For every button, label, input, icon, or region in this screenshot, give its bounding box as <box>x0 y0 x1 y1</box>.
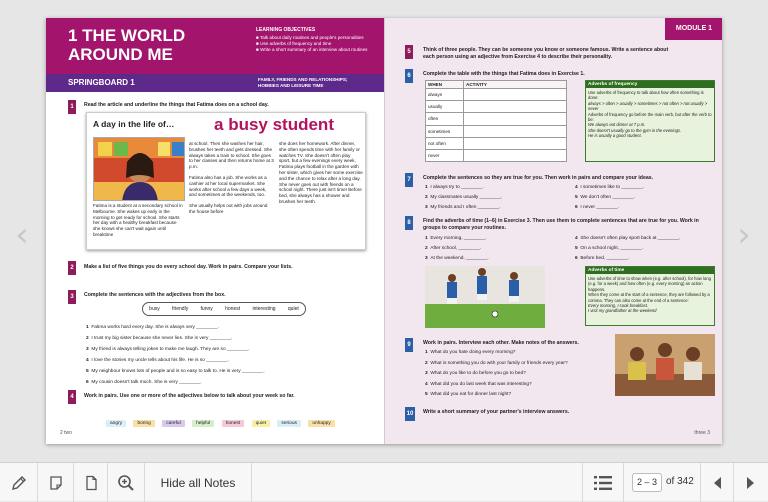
previous-page-icon[interactable] <box>701 463 733 502</box>
list-item: 1 Every morning, ________. <box>425 236 487 241</box>
article-card <box>86 112 366 250</box>
frequency-table <box>425 80 567 162</box>
article-col2-para2: Fatima also has a job. She works as a cashier at her local supermarket. She works after school a few days a week, and sometimes at the weekends, too. <box>189 174 267 198</box>
frequency-box-line: He is usually a good student. <box>588 133 642 139</box>
hide-all-notes-button[interactable]: Hide all Notes <box>160 475 236 490</box>
exercise-8-items-right <box>575 234 715 264</box>
time-box-line: I visit my grandfather at the weekend <box>588 308 657 314</box>
table-header-activity: ACTIVITY <box>464 81 567 89</box>
activity-cell[interactable] <box>464 149 567 161</box>
adjective-word: funny <box>200 306 213 312</box>
objective-1: ■ Talk about daily routines and people's personalities <box>256 35 364 40</box>
exercise-2-instruction: Make a list of five things you do every school day. Work in pairs. Compare your lists. <box>84 264 293 270</box>
adjective-chip: honest <box>222 420 244 427</box>
adjective-word: friendly <box>172 306 189 312</box>
frequency-box-title: Adverbs of frequency <box>586 81 714 88</box>
document-icon[interactable] <box>74 463 107 502</box>
objective-3: ■ Write a short summary of an interview about routines <box>256 46 368 52</box>
adverbs-of-time-box <box>585 266 715 326</box>
topic-line1: FAMILY, FRIENDS AND RELATIONSHIPS; <box>258 77 348 82</box>
adjective-chip: quiet <box>252 420 270 427</box>
adjective-chip: boring <box>133 420 154 427</box>
list-item: 2 My classmates usually ________. <box>425 195 503 200</box>
previous-spread-arrow-icon[interactable]: ‹ <box>15 215 29 255</box>
exercise-9-items <box>425 348 610 401</box>
frequency-box-line: We always eat dinner at 7 p.m. <box>588 122 646 128</box>
activity-cell[interactable] <box>464 113 567 125</box>
next-spread-arrow-icon[interactable]: › <box>737 215 751 255</box>
table-row: sometimes <box>426 125 567 137</box>
adjective-chip: unhappy <box>308 420 334 427</box>
list-item: 4 I sometimes like to ________. <box>575 185 645 190</box>
adjective-word: interesting <box>252 306 276 312</box>
right-page-footer: three 3 <box>694 430 710 436</box>
article-col2-para3: She usually helps out with jobs around the house before <box>189 203 268 214</box>
time-box-line: Every morning, I cook breakfast. <box>588 303 649 309</box>
football-photo <box>425 266 545 328</box>
adjective-chips <box>106 411 376 429</box>
list-item: 2 I trust my big sister because she never lies. She is very ________. <box>86 336 233 341</box>
list-item: 5 We don't often ________. <box>575 195 636 200</box>
frequency-box-line: She doesn't usually go to the gym in the evenings. <box>588 127 682 133</box>
time-box-line: Use adverbs of time to show when (e.g. after school), for how long (e.g. for a week) and how often (e.g. every morning) an action happens. <box>588 276 711 292</box>
objective-2: ■ Use adverbs of frequency and time <box>256 40 332 46</box>
next-page-icon[interactable] <box>734 463 768 502</box>
exercise-3-items <box>86 322 366 388</box>
adjective-chip: careful <box>162 420 184 427</box>
exercise-7-instruction: Complete the sentences so they are true for you. Then work in pairs and compare your ideas. <box>423 175 654 181</box>
list-item: 2 What is something you do with your family or friends every year? <box>425 360 568 366</box>
list-item: 6 My cousin doesn't talk much. She is very ________. <box>86 380 202 385</box>
exercise-number-7: 7 <box>405 173 413 187</box>
list-item: 4 She doesn't often play sport back at ________. <box>575 236 681 241</box>
exercise-number-1: 1 <box>68 100 76 114</box>
time-box-line: When they come at the start of a sentence, they are followed by a comma. They can also come at the end of a sentence: <box>588 292 710 303</box>
exercise-10-instruction: Write a short summary of your partner's interview answers. <box>423 409 570 415</box>
table-row: not often <box>426 137 567 149</box>
table-row: often <box>426 113 567 125</box>
page-total-label: of 342 <box>666 476 694 487</box>
article-title: a busy student <box>214 115 334 134</box>
unit-header <box>46 18 384 74</box>
activity-cell[interactable] <box>464 137 567 149</box>
list-item: 5 What did you eat for dinner last night? <box>425 392 512 397</box>
adjective-word: honest <box>225 306 241 312</box>
page-range-input[interactable]: 2 – 3 <box>632 473 662 492</box>
table-row: usually <box>426 101 567 113</box>
zoom-in-icon[interactable] <box>108 463 144 502</box>
list-item: 6 I never ________. <box>575 205 620 210</box>
list-item: 5 On a school night, ________. <box>575 246 644 251</box>
list-item: 3 My friend is always telling jokes to make me laugh. They are so ________. <box>86 347 250 352</box>
exercise-number-10: 10 <box>405 407 415 421</box>
friends-photo <box>615 334 715 396</box>
table-header-when: WHEN <box>426 81 464 89</box>
springboard-label: SPRINGBOARD 1 <box>68 78 135 87</box>
unit-title-line1: 1 THE WORLD <box>68 26 186 45</box>
topic-line2: HOBBIES AND LEISURE TIME <box>258 82 324 88</box>
book-spread <box>46 18 722 444</box>
fatima-photo <box>93 137 185 201</box>
exercise-number-2: 2 <box>68 261 76 275</box>
list-item: 5 My neighbour knows lots of people and is so easy to talk to. He is very ________. <box>86 369 265 374</box>
list-item: 1 Fatima works hard every day. She is always very ________. <box>86 325 219 330</box>
exercise-1-instruction: Read the article and underline the things that Fatima does on a school day. <box>84 102 269 108</box>
article-kicker: A day in the life of… <box>93 119 175 129</box>
list-item: 3 My friends and I often ________. <box>425 205 501 210</box>
adjective-word: busy <box>149 306 160 312</box>
left-page-footer: 2 two <box>60 430 72 436</box>
article-title-box <box>187 115 361 135</box>
exercise-7-items-right <box>575 183 715 213</box>
module-tab: MODULE 1 <box>665 18 722 40</box>
springboard-bar <box>46 74 384 92</box>
pencil-icon[interactable] <box>0 463 37 502</box>
frequency-box-line: always > often > usually > sometimes > not often > not usually > never <box>588 100 708 112</box>
exercise-9-instruction: Work in pairs. Interview each other. Make notes of the answers. <box>423 340 579 346</box>
exercise-number-8: 8 <box>405 216 413 230</box>
frequency-box-line: Use adverbs of frequency to talk about how often something is done: <box>588 90 704 101</box>
activity-cell[interactable] <box>464 101 567 113</box>
table-row: never <box>426 149 567 161</box>
exercise-number-3: 3 <box>68 290 76 304</box>
adjective-box <box>142 302 306 316</box>
adjective-word: quiet <box>287 306 299 312</box>
table-row: always <box>426 89 567 101</box>
adverbs-of-frequency-box <box>585 80 715 162</box>
exercise-number-4: 4 <box>68 390 76 404</box>
adjective-chip: helpful <box>192 420 214 427</box>
list-item: 4 I love the stories my uncle tells about his life. He is so ________. <box>86 358 229 363</box>
exercise-4-instruction: Work in pairs. Use one or more of the adjectives below to talk about your week so far. <box>84 393 295 399</box>
exercise-5-instruction: Think of three people. They can be someone you know or someone famous. Write a sentence about each person using an adjective from Exercise 4 to describe their personality. <box>423 47 669 60</box>
article-caption: Fatima is a student at a secondary school in Melbourne. She wakes up early in the morning to get ready for school. She starts her day with a healthy breakfast because she knows she can't wait again until breaktime <box>93 203 183 237</box>
list-item: 1 What do you hate doing every morning? <box>425 350 516 355</box>
adjective-chip: serious <box>277 420 300 427</box>
bottom-toolbar <box>0 462 768 501</box>
table-of-contents-icon[interactable] <box>583 463 623 502</box>
exercise-3-instruction: Complete the sentences with the adjectives from the box. <box>84 292 226 298</box>
activity-cell[interactable] <box>464 125 567 137</box>
exercise-8-items-left <box>425 234 570 264</box>
exercise-number-9: 9 <box>405 338 413 352</box>
list-item: 1 I always try to ________. <box>425 185 484 190</box>
sticky-note-icon[interactable] <box>38 463 73 502</box>
exercise-number-6: 6 <box>405 69 413 83</box>
list-item: 6 Before bed, ________. <box>575 256 630 261</box>
unit-title-line2: AROUND ME <box>68 45 173 64</box>
left-page <box>46 18 384 444</box>
frequency-box-line: Adverbs of frequency go before the main verb, but after the verb to be: <box>588 111 712 123</box>
time-box-title: Adverbs of time <box>586 267 714 274</box>
right-page <box>384 18 722 444</box>
list-item: 2 After school, ________. <box>425 246 482 251</box>
exercise-8-instruction: Find the adverbs of time (1–6) in Exercise 3. Then use them to complete sentences that are true for you. Work in groups to compare your routines. <box>423 218 699 231</box>
article-col3: she does her homework. After dinner, she often spends time with her family or watches TV. She doesn't often play sport, but a few evenings every week, Fatima plays football in the garden with her sister, which gives her some exercise and the chance to relax after a long day. She never goes out with friends on a school night. There just isn't time! Before bed, she always has a shower and brushes her teeth. <box>279 141 363 204</box>
exercise-6-instruction: Complete the table with the things that Fatima does in Exercise 1. <box>423 71 585 77</box>
activity-cell[interactable] <box>464 89 567 101</box>
list-item: 4 What did you do last week that was interesting? <box>425 381 532 387</box>
list-item: 3 At the weekend, ________. <box>425 256 489 261</box>
list-item: 3 What do you like to do before you go to bed? <box>425 371 526 376</box>
exercise-number-5: 5 <box>405 45 413 59</box>
article-col2-para1: at school. Then she washes her hair, brushes her teeth and gets dressed. She always takes a train to school. She goes to her classes and then returns home at 3 p.m. <box>189 141 274 170</box>
objectives-heading: LEARNING OBJECTIVES <box>256 27 316 33</box>
adjective-chip: angry <box>106 420 126 427</box>
exercise-7-items-left <box>425 183 570 213</box>
